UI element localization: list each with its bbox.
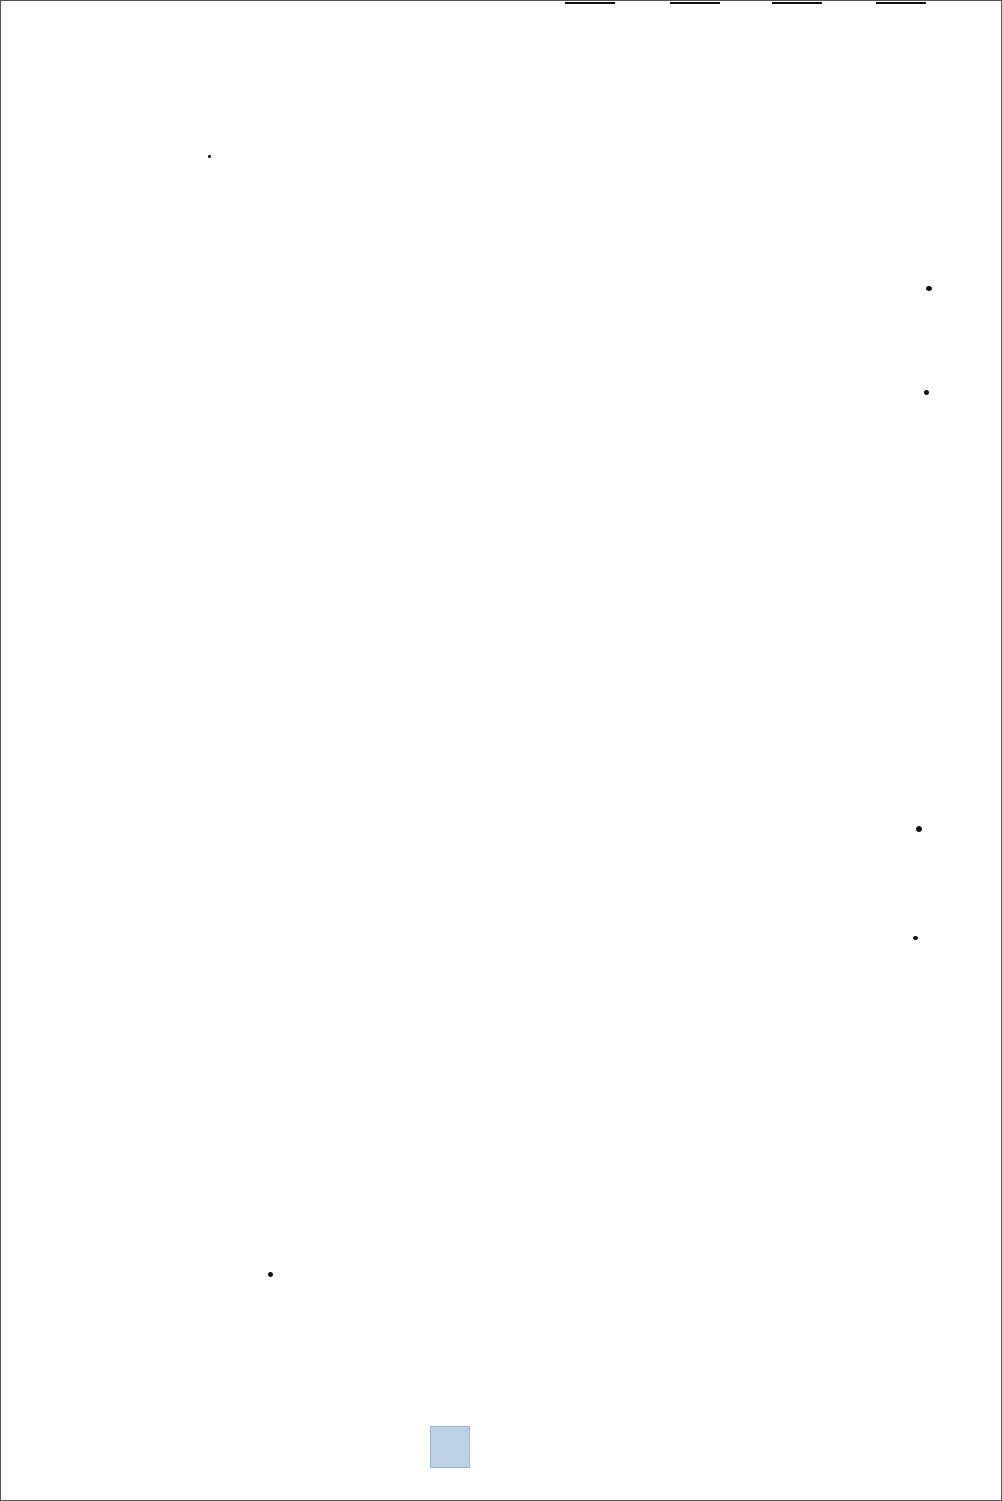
top-rule bbox=[772, 2, 822, 4]
scan-speck bbox=[268, 1272, 273, 1277]
top-rule bbox=[565, 2, 615, 4]
scan-speck bbox=[926, 286, 932, 291]
scan-speck bbox=[924, 390, 929, 395]
watermark-logo bbox=[430, 1424, 640, 1470]
scan-speck bbox=[913, 936, 918, 940]
top-rule bbox=[876, 2, 926, 4]
top-rule bbox=[670, 2, 720, 4]
scan-speck bbox=[916, 826, 922, 832]
book-icon bbox=[430, 1426, 470, 1468]
scan-speck bbox=[208, 155, 211, 158]
